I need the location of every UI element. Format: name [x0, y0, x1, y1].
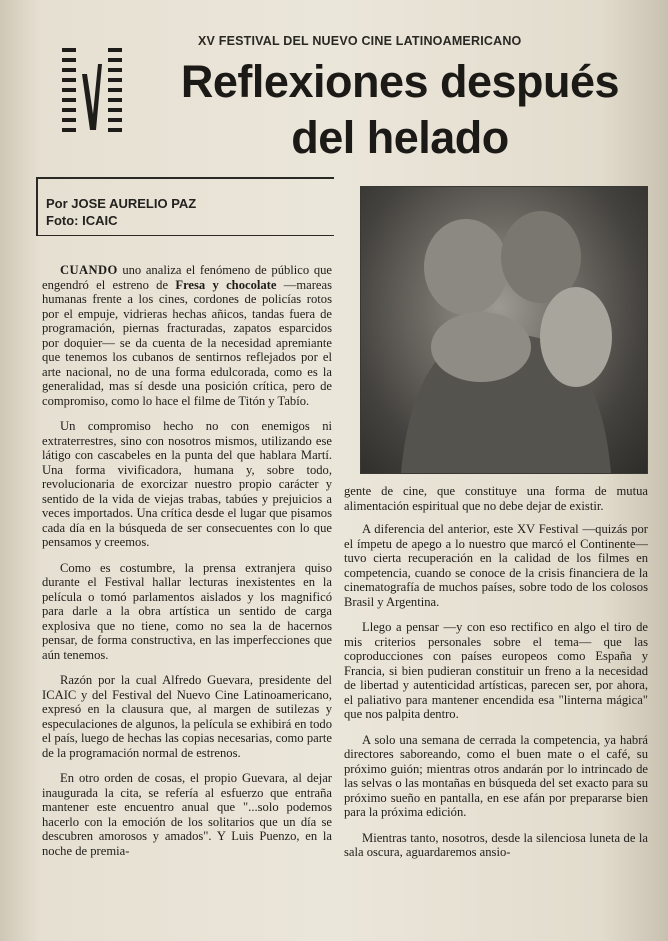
lead-word: CUANDO [60, 263, 118, 277]
article-column-left [42, 263, 332, 941]
left-paragraph-5: En otro orden de cosas, el propio Guevara, al dejar inaugurada la cita, se refería al esfuerzo que entraña mantener este encuentro anual que "...solo podemos hacerlo con la emoción de los solitarios que un día se descubren amorosos y amados". Y Luis Puenzo, en la noche de premia- [42, 771, 332, 858]
headline-line-1: Reflexiones después [180, 56, 620, 107]
byline-top-rule [36, 177, 334, 179]
photo-figures [361, 187, 647, 473]
right-paragraph-4: A solo una semana de cerrada la competencia, ya habrá directores saboreando, como el buen mate o el café, su próximo guión; mientras otros andarán por lo intrincado de las selvas o las montañas en búsqueda del set exacto para su próximo sueño en pantalla, en ese afán por prepararse bien para la próxima edición. [344, 732, 648, 819]
right-paragraph-2: A diferencia del anterior, este XV Festival —quizás por el ímpetu de apego a lo nuestro que marcó el Continente— tuvo cierta recuperación en la calidad de los filmes en competencia, cuando se conoce de la crisis financiera de la cinematografía de muchos países, sobre todo de los colosos Brasil y Argentina. [344, 522, 648, 609]
left-paragraph-3: Como es costumbre, la prensa extranjera quiso durante el Festival hallar lecturas inexistentes en la película o tomó parlamentos aislados y los magnificó para darle a la obra artística un sentido de carga explosiva que no tiene, como no sea la de hacernos pensar, de forma constructiva, en las imperfecciones que aún tenemos. [42, 560, 332, 662]
left-paragraph-1 [42, 263, 332, 408]
article-photo [360, 186, 648, 474]
headline [150, 54, 650, 166]
photo-credit: Foto: ICAIC [46, 213, 118, 228]
left-p1-text-a: uno analiza el fenómeno de público que engendró el estreno de [42, 263, 332, 292]
author-credit: Por JOSE AURELIO PAZ [46, 196, 197, 211]
left-p1-text-b: —mareas humanas frente a los cines, cordones de policías rotos por el empuje, vidrieras hechas añicos, tandas fuera de programación, piernas fracturadas, zapatos esparcidos por doquier— se da cuenta de la necesidad apremiante que tenemos los cubanos de sentirnos reflejados por el arte nacional, no de una forma edulcorada, como es la generalidad, mas sí desde una posición crítica, pero de compromiso, como lo hace el filme de Titón y Tabío. [42, 277, 332, 408]
article-column-right [344, 484, 648, 941]
right-paragraph-1: gente de cine, que constituye una forma de mutua alimentación espiritual que no debe dejar de existir. [344, 484, 648, 513]
right-paragraph-5: Mientras tanto, nosotros, desde la silenciosa luneta de la sala oscura, aguardaremos ansio- [344, 830, 648, 859]
left-paragraph-2: Un compromiso hecho no con enemigos ni extraterrestres, sino con nosotros mismos, utilizando ese látigo con cascabeles en la punta del que hablara Martí. Una forma vivificadora, humana y, sobre todo, revolucionaria de exorcizar nuestro propio carácter y sentido de la vida de viejas trabas, tabúes y prejuicios a veces importados. Una crítica desde el lugar que pisamos cada día en la búsqueda de ser consecuentes con lo que pensamos y creemos. [42, 419, 332, 549]
right-paragraph-3: Llego a pensar —y con eso rectifico en algo el tiro de mis criterios personales sobre el tema— que las coproducciones con países europeos como España y Francia, si bien pudieran constituir un freno a la necesidad de libertad y autenticidad artísticas, parecen ser, por ahora, el paliativo para mantener encendida esa "linterna mágica" que nos palpita dentro. [344, 620, 648, 721]
byline-bottom-rule [36, 235, 334, 236]
byline [46, 195, 326, 229]
festival-logo [60, 44, 124, 144]
byline-left-rule [36, 177, 38, 235]
left-paragraph-4: Razón por la cual Alfredo Guevara, presidente del ICAIC y del Festival del Nuevo Cine Latinoamericano, expresó en la clausura que, al margen de sutilezas y especulaciones de algunos, la película se exhibirá en todo el país, luego de hechas las copias necesarias, como parte de la programación normal de estrenos. [42, 673, 332, 760]
film-title: Fresa y chocolate [175, 277, 277, 292]
headline-line-2: del helado [291, 112, 509, 163]
section-kicker: XV FESTIVAL DEL NUEVO CINE LATINOAMERICANO [198, 34, 522, 48]
